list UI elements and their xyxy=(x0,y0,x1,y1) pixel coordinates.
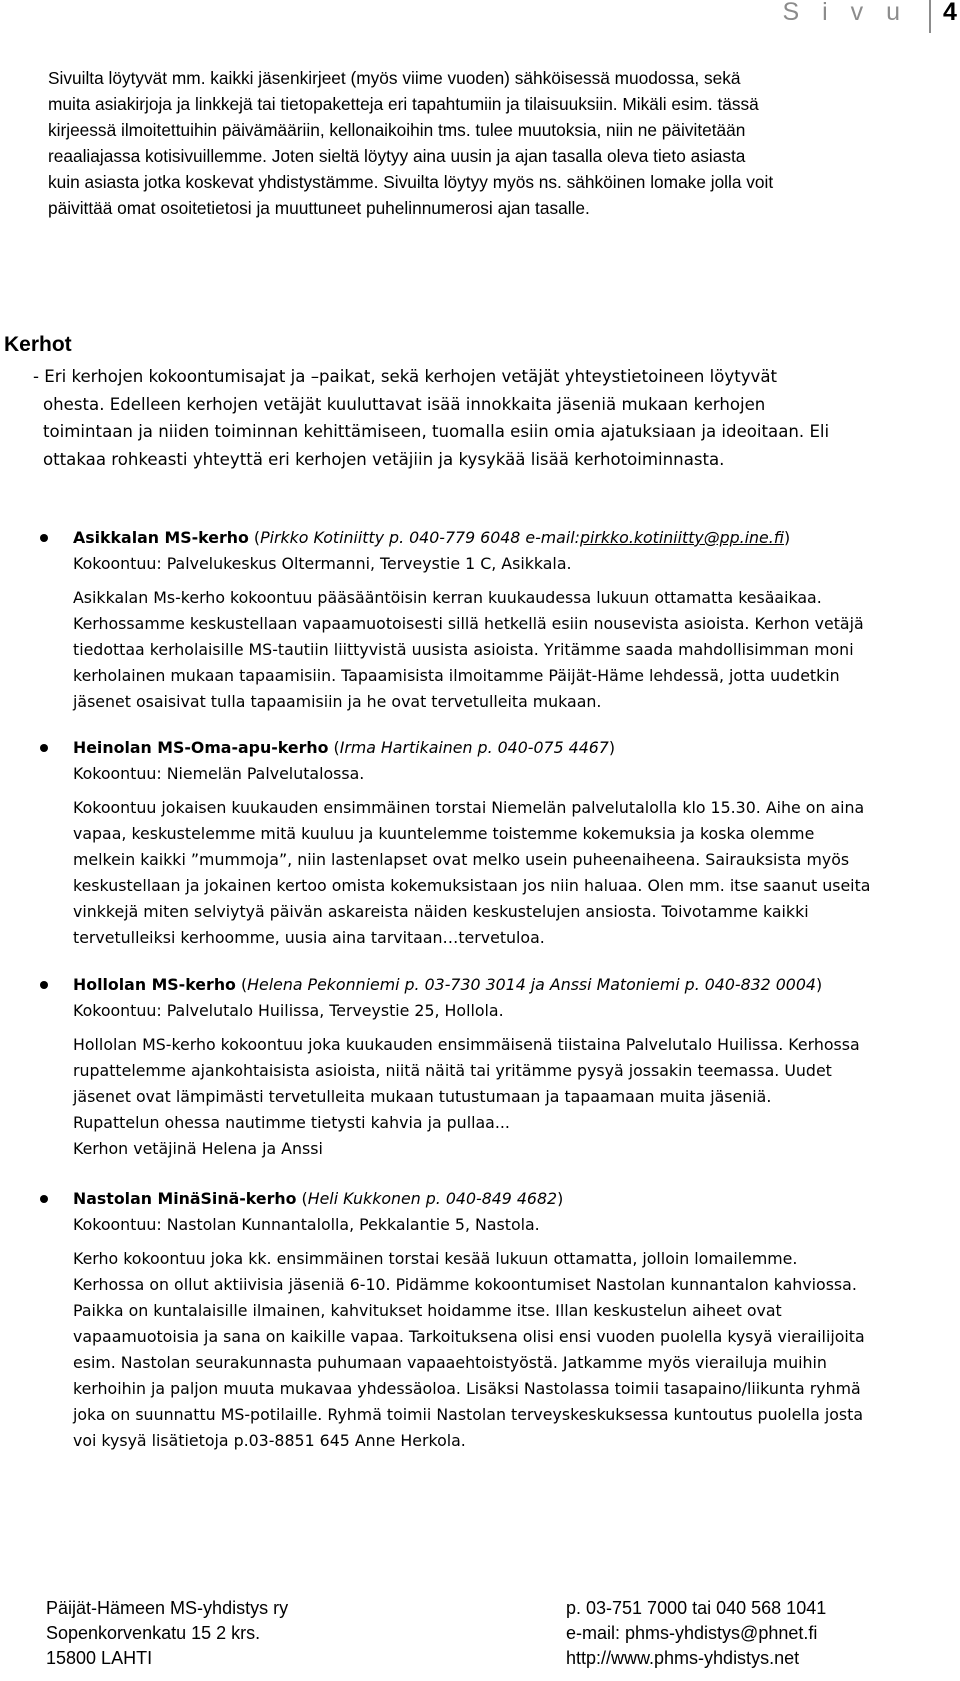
footer-street: Sopenkorvenkatu 15 2 krs. xyxy=(46,1623,261,1643)
lead-line: toimintaan ja niiden toiminnan kehittämiseen, tuomalla esiin omia ajatuksiaan ja ideoitaan. Eli xyxy=(43,422,830,441)
contact-open: ( xyxy=(301,1189,308,1208)
section-heading: Kerhot xyxy=(4,333,72,356)
club-name: Heinolan MS-Oma-apu-kerho xyxy=(73,738,329,757)
bullet-icon xyxy=(40,534,48,542)
intro-paragraph xyxy=(48,65,953,221)
footer-website[interactable]: http://www.phms-yhdistys.net xyxy=(566,1648,800,1668)
club-contact: Irma Hartikainen p. 040-075 4467 xyxy=(339,738,609,757)
description-line: rupattelemme ajankohtaisista asioista, niitä näitä tai yritämme pysyä jossakin teemassa. Uudet xyxy=(73,1061,832,1080)
club-title-row xyxy=(40,735,955,761)
intro-line: Sivuilta löytyvät mm. kaikki jäsenkirjeet (myös viime vuoden) sähköisessä muodossa, sekä xyxy=(48,68,741,88)
description-line: Asikkalan Ms-kerho kokoontuu pääsääntöisin kerran kuukaudessa lukuun ottamatta kesäaikaa. xyxy=(73,588,822,607)
contact-open: ( xyxy=(240,975,248,994)
footer-phone: p. 03-751 7000 tai 040 568 1041 xyxy=(566,1598,827,1618)
club-entry xyxy=(40,972,955,1162)
club-title-row xyxy=(40,1186,955,1212)
description-line: keskustellaan ja jokainen kertoo omista kokemuksistaan jos niin haluaa. Olen mm. itse saanut useita xyxy=(73,876,871,895)
bullet-icon xyxy=(40,744,48,752)
description-line: Kerhon vetäjinä Helena ja Anssi xyxy=(73,1139,323,1158)
club-name: Asikkalan MS-kerho xyxy=(73,528,249,547)
footer-address xyxy=(46,1596,288,1671)
intro-line: kirjeessä ilmoitettuihin päivämääriin, kellonaikoihin tms. tulee muutoksia, niin ne päivitetään xyxy=(48,120,746,140)
club-meeting-place: Kokoontuu: Niemelän Palvelutalossa. xyxy=(73,764,365,783)
contact-open: ( xyxy=(333,738,340,757)
description-line: tervetulleiksi kerhoomme, uusia aina tarvitaan…tervetuloa. xyxy=(73,928,545,947)
club-meeting-place: Kokoontuu: Palvelukeskus Oltermanni, Terveystie 1 C, Asikkala. xyxy=(73,554,572,573)
bullet-icon xyxy=(40,981,48,989)
lead-line: ottakaa rohkeasti yhteyttä eri kerhojen vetäjiin ja kysykää lisää kerhotoiminnasta. xyxy=(43,449,725,469)
description-line: vapaa, keskustelemme mitä kuuluu ja kuuntelemme toistemme kokemuksia ja koska olemme xyxy=(73,824,815,843)
page-number: 4 xyxy=(943,0,957,26)
club-description xyxy=(40,585,955,715)
description-line: vapaamuotoisia ja sana on kaikille vapaa. Tarkoituksena olisi ensi vuoden puolella kysyä vierailijoita xyxy=(73,1327,865,1346)
contact-open: ( xyxy=(253,528,261,547)
description-line: jäsenet osaisivat tulla tapaamisiin ja he ovat tervetulleita mukaan. xyxy=(73,692,602,711)
club-description xyxy=(40,1246,955,1454)
contact-close: ) xyxy=(557,1189,564,1208)
lead-line: - Eri kerhojen kokoontumisajat ja –paikat, sekä kerhojen vetäjät yhteystietoineen löytyvät xyxy=(33,367,778,386)
club-description xyxy=(40,795,955,951)
description-line: jäsenet ovat lämpimästi tervetulleita mukaan tutustumaan ja tapaamaan muita jäseniä. xyxy=(73,1087,772,1106)
club-contact: Heli Kukkonen p. 040-849 4682 xyxy=(307,1189,558,1208)
description-line: kerholainen mukaan tapaamisiin. Tapaamisista ilmoitamme Päijät-Häme lehdessä, jotta uudetkin xyxy=(73,666,840,685)
description-line: tiedottaa kerholaisille MS-tautiin liittyvistä uusista asioista. Yritämme saada mahdollisimman moni xyxy=(73,640,854,659)
description-line: joka on suunnattu MS-potilaille. Ryhmä toimii Nastolan terveyskeskuksessa kuntoutus puolella josta xyxy=(73,1405,863,1424)
description-line: voi kysyä lisätietoja p.03-8851 645 Anne Herkola. xyxy=(73,1431,466,1450)
description-line: Kerhossa on ollut aktiivisia jäseniä 6-10. Pidämme kokoontumiset Nastolan kunnantalon kahviossa. xyxy=(73,1275,857,1294)
club-description xyxy=(40,1032,955,1162)
footer-org-name: Päijät-Hämeen MS-yhdistys ry xyxy=(46,1598,289,1618)
club-name: Hollolan MS-kerho xyxy=(73,975,236,994)
bullet-icon xyxy=(40,1195,48,1203)
club-entry xyxy=(40,1186,955,1454)
club-meeting-place: Kokoontuu: Nastolan Kunnantalolla, Pekkalantie 5, Nastola. xyxy=(73,1215,540,1234)
description-line: vinkkejä miten selviytyä päivän askareista näiden keskustelujen ansiosta. Toivotamme kaikki xyxy=(73,902,809,921)
club-title-row xyxy=(40,972,955,998)
contact-close: ) xyxy=(815,975,823,994)
header-divider xyxy=(929,0,931,33)
contact-close: ) xyxy=(608,738,616,757)
footer-contact xyxy=(566,1596,826,1671)
footer-city: 15800 LAHTI xyxy=(46,1648,153,1668)
club-entry xyxy=(40,525,955,715)
club-entry xyxy=(40,735,955,951)
club-contact: Helena Pekonniemi p. 03-730 3014 ja Anssi Matoniemi p. 040-832 0004 xyxy=(247,975,816,994)
intro-line: muita asiakirjoja ja linkkejä tai tietopaketteja eri tapahtumiin ja tilaisuuksiin. Mikäli esim. tässä xyxy=(48,94,759,114)
lead-line: ohesta. Edelleen kerhojen vetäjät kuuluttavat isää innokkaita jäseniä mukaan kerhojen xyxy=(43,394,766,414)
footer-email[interactable]: e-mail: phms-yhdistys@phnet.fi xyxy=(566,1623,818,1643)
club-name: Nastolan MinäSinä-kerho xyxy=(73,1189,297,1208)
email-link[interactable]: pirkko.kotiniitty@pp.ine.fi xyxy=(579,528,785,547)
description-line: Kerhossamme keskustellaan vapaamuotoisesti sillä hetkellä esiin nousevista asioista. Kerhon vetäjä xyxy=(73,614,864,633)
intro-line: päivittää omat osoitetietosi ja muuttuneet puhelinnumerosi ajan tasalle. xyxy=(48,198,590,218)
description-line: Paikka on kuntalaisille ilmainen, kahvitukset hoidamme itse. Illan keskustelun aiheet ovat xyxy=(73,1301,782,1320)
description-line: melkein kaikki ”mummoja”, niin lastenlapset ovat melko usein puheenaiheena. Sairauksista myös xyxy=(73,850,850,869)
intro-line: kuin asiasta jotka koskevat yhdistystämme. Sivuilta löytyy myös ns. sähköinen lomake jolla voit xyxy=(48,172,774,192)
description-line: Kokoontuu jokaisen kuukauden ensimmäinen torstai Niemelän palvelutalolla klo 15.30. Aihe on aina xyxy=(73,798,865,817)
description-line: kerhoihin ja paljon muuta mukavaa yhdessäoloa. Lisäksi Nastolassa toimii tasapaino/liikunta ryhmä xyxy=(73,1379,861,1398)
intro-line: reaaliajassa kotisivuillemme. Joten sieltä löytyy aina uusin ja ajan tasalla oleva tieto asiasta xyxy=(48,146,746,166)
section-lead-paragraph xyxy=(33,363,953,473)
contact-close: ) xyxy=(784,528,791,547)
description-line: Hollolan MS-kerho kokoontuu joka kuukauden ensimmäisenä tiistaina Palvelutalo Huilissa. Kerhossa xyxy=(73,1035,860,1054)
club-meeting-place: Kokoontuu: Palvelutalo Huilissa, Terveystie 25, Hollola. xyxy=(73,1001,504,1020)
club-contact: Pirkko Kotiniitty p. 040-779 6048 e-mail: xyxy=(260,528,580,547)
page-label: S i v u xyxy=(782,0,908,26)
description-line: esim. Nastolan seurakunnasta puhumaan vapaaehtoistyöstä. Jatkamme myös vierailuja muihin xyxy=(73,1353,827,1372)
club-title-row xyxy=(40,525,955,551)
description-line: Kerho kokoontuu joka kk. ensimmäinen torstai kesää lukuun ottamatta, jolloin lomailemme. xyxy=(73,1249,798,1268)
description-line: Rupattelun ohessa nautimme tietysti kahvia ja pullaa... xyxy=(73,1113,510,1132)
